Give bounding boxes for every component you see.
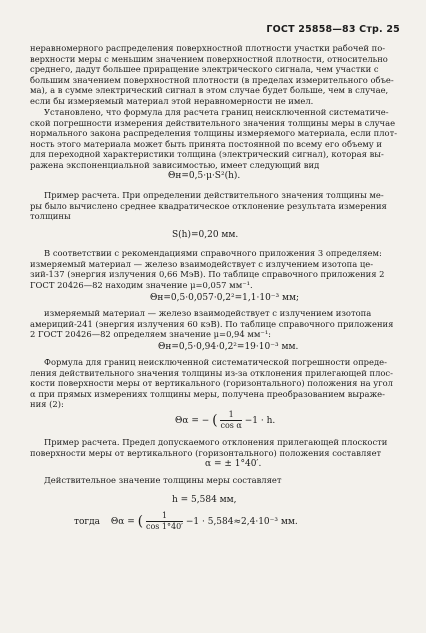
open-paren: ( <box>212 412 218 429</box>
open-paren: ( <box>137 513 144 530</box>
fraction-denominator: cos 1°40′ <box>145 522 183 531</box>
formula-caesium: Θн=0,5·0,057·0,2²=1,1·10⁻³ мм; <box>150 293 300 303</box>
text-line: ГОСТ 20426—82 находим значение μ=0,057 мм⁻¹. <box>30 279 253 290</box>
text-line: ской погрешности измерения действительного значения толщины меры в случае <box>30 117 396 128</box>
text-line: измеряемый материал — железо взаимодействует с излучением изотопа це- <box>30 258 374 269</box>
fraction-denominator: cos α <box>220 421 242 430</box>
text-line: В соответствии с рекомендациями справочного приложения 3 определяем: <box>44 248 382 258</box>
text-line: среднего, дадут большее приращение электрического сигнала, чем участки с <box>30 64 379 74</box>
formula-theta-alpha <box>175 410 275 431</box>
text-line: для переходной характеристики толщина (электрический сигнал), которая вы- <box>30 149 384 159</box>
text-line: большим значением поверхностной плотности (в пределах измерительного объе- <box>30 74 394 85</box>
fraction <box>220 410 241 431</box>
text-line: поверхности меры от вертикального (горизонтального) положения составляет <box>30 447 382 458</box>
formula-lhs: Θα = <box>110 517 138 527</box>
text-line: неравномерного распределения поверхностной плотности участки рабочей по- <box>30 43 386 53</box>
fraction-numerator: 1 <box>220 410 241 421</box>
formula-lhs: Θα = − <box>175 416 210 426</box>
fraction-numerator: 1 <box>146 511 183 522</box>
text-line: ры было вычислено среднее квадратическое отклонение результата измерения <box>30 200 387 211</box>
fraction <box>146 511 183 532</box>
text-line: толщины <box>30 211 71 221</box>
text-line: ления действительного значения толщины из-за отклонения прилегающей плос- <box>30 367 393 378</box>
text-line: Пример расчета. При определении действительного значения толщины ме- <box>44 190 384 200</box>
page-header: ГОСТ 25858—83 Стр. 25 <box>266 24 400 35</box>
text-line: α при прямых измерениях толщины меры, получена преобразованием выраже- <box>30 388 385 399</box>
text-line: Установлено, что формула для расчета границ неисключенной систематиче- <box>44 107 389 117</box>
formula-alpha: α = ± 1°40′. <box>205 459 262 469</box>
text-line: зий-137 (энергия излучения 0,66 МэВ). По таблице справочного приложения 2 <box>30 269 385 279</box>
paragraph-8: Действительное значение толщины меры составляет <box>44 475 282 485</box>
text-line: 2 ГОСТ 20426—82 определяем значение μ=0,94 мм⁻¹: <box>30 329 272 339</box>
formula-rhs: −1 · 5,584≈2,4·10⁻³ мм. <box>185 517 298 527</box>
formula-h-value: h = 5,584 мм, <box>172 495 237 505</box>
text-line: кости поверхности меры от вертикального (горизонтального) положения на угол <box>30 378 393 388</box>
formula-prefix: тогда <box>74 517 101 527</box>
formula-theta-result <box>74 511 298 532</box>
formula-theta-h: Θн=0,5·μ·S²(h). <box>168 171 241 181</box>
text-line: ния (2): <box>30 399 64 409</box>
formula-rhs: −1 · h. <box>244 416 276 426</box>
text-line: Формула для границ неисключенной систематической погрешности опреде- <box>44 357 387 367</box>
text-line: ность этого материала может быть принята постоянной по всему его объему и <box>30 138 382 149</box>
text-line: Пример расчета. Предел допускаемого отклонения прилегающей плоскости <box>44 437 388 447</box>
text-line: верхности меры с меньшим значением поверхностной плотности, относительно <box>30 53 388 64</box>
text-line: америций-241 (энергия излучения 60 кэВ). По таблице справочного приложения <box>30 318 394 329</box>
text-line: ражена экспоненциальной зависимостью, имеет следующий вид <box>30 159 320 170</box>
text-line: если бы измеряемый материал этой неравномерности не имел. <box>30 95 314 106</box>
text-line: ма), а в сумме электрический сигнал в этом случае будет больше, чем в случае, <box>30 85 389 95</box>
text-line: измеряемый материал — железо взаимодействует с излучением изотопа <box>44 308 372 318</box>
text-line: нормального закона распределения толщины измеряемого материала, если плот- <box>30 128 398 138</box>
formula-s-h: S(h)=0,20 мм. <box>172 230 239 240</box>
formula-americium: Θн=0,5·0,94·0,2²=19·10⁻³ мм. <box>158 342 299 352</box>
